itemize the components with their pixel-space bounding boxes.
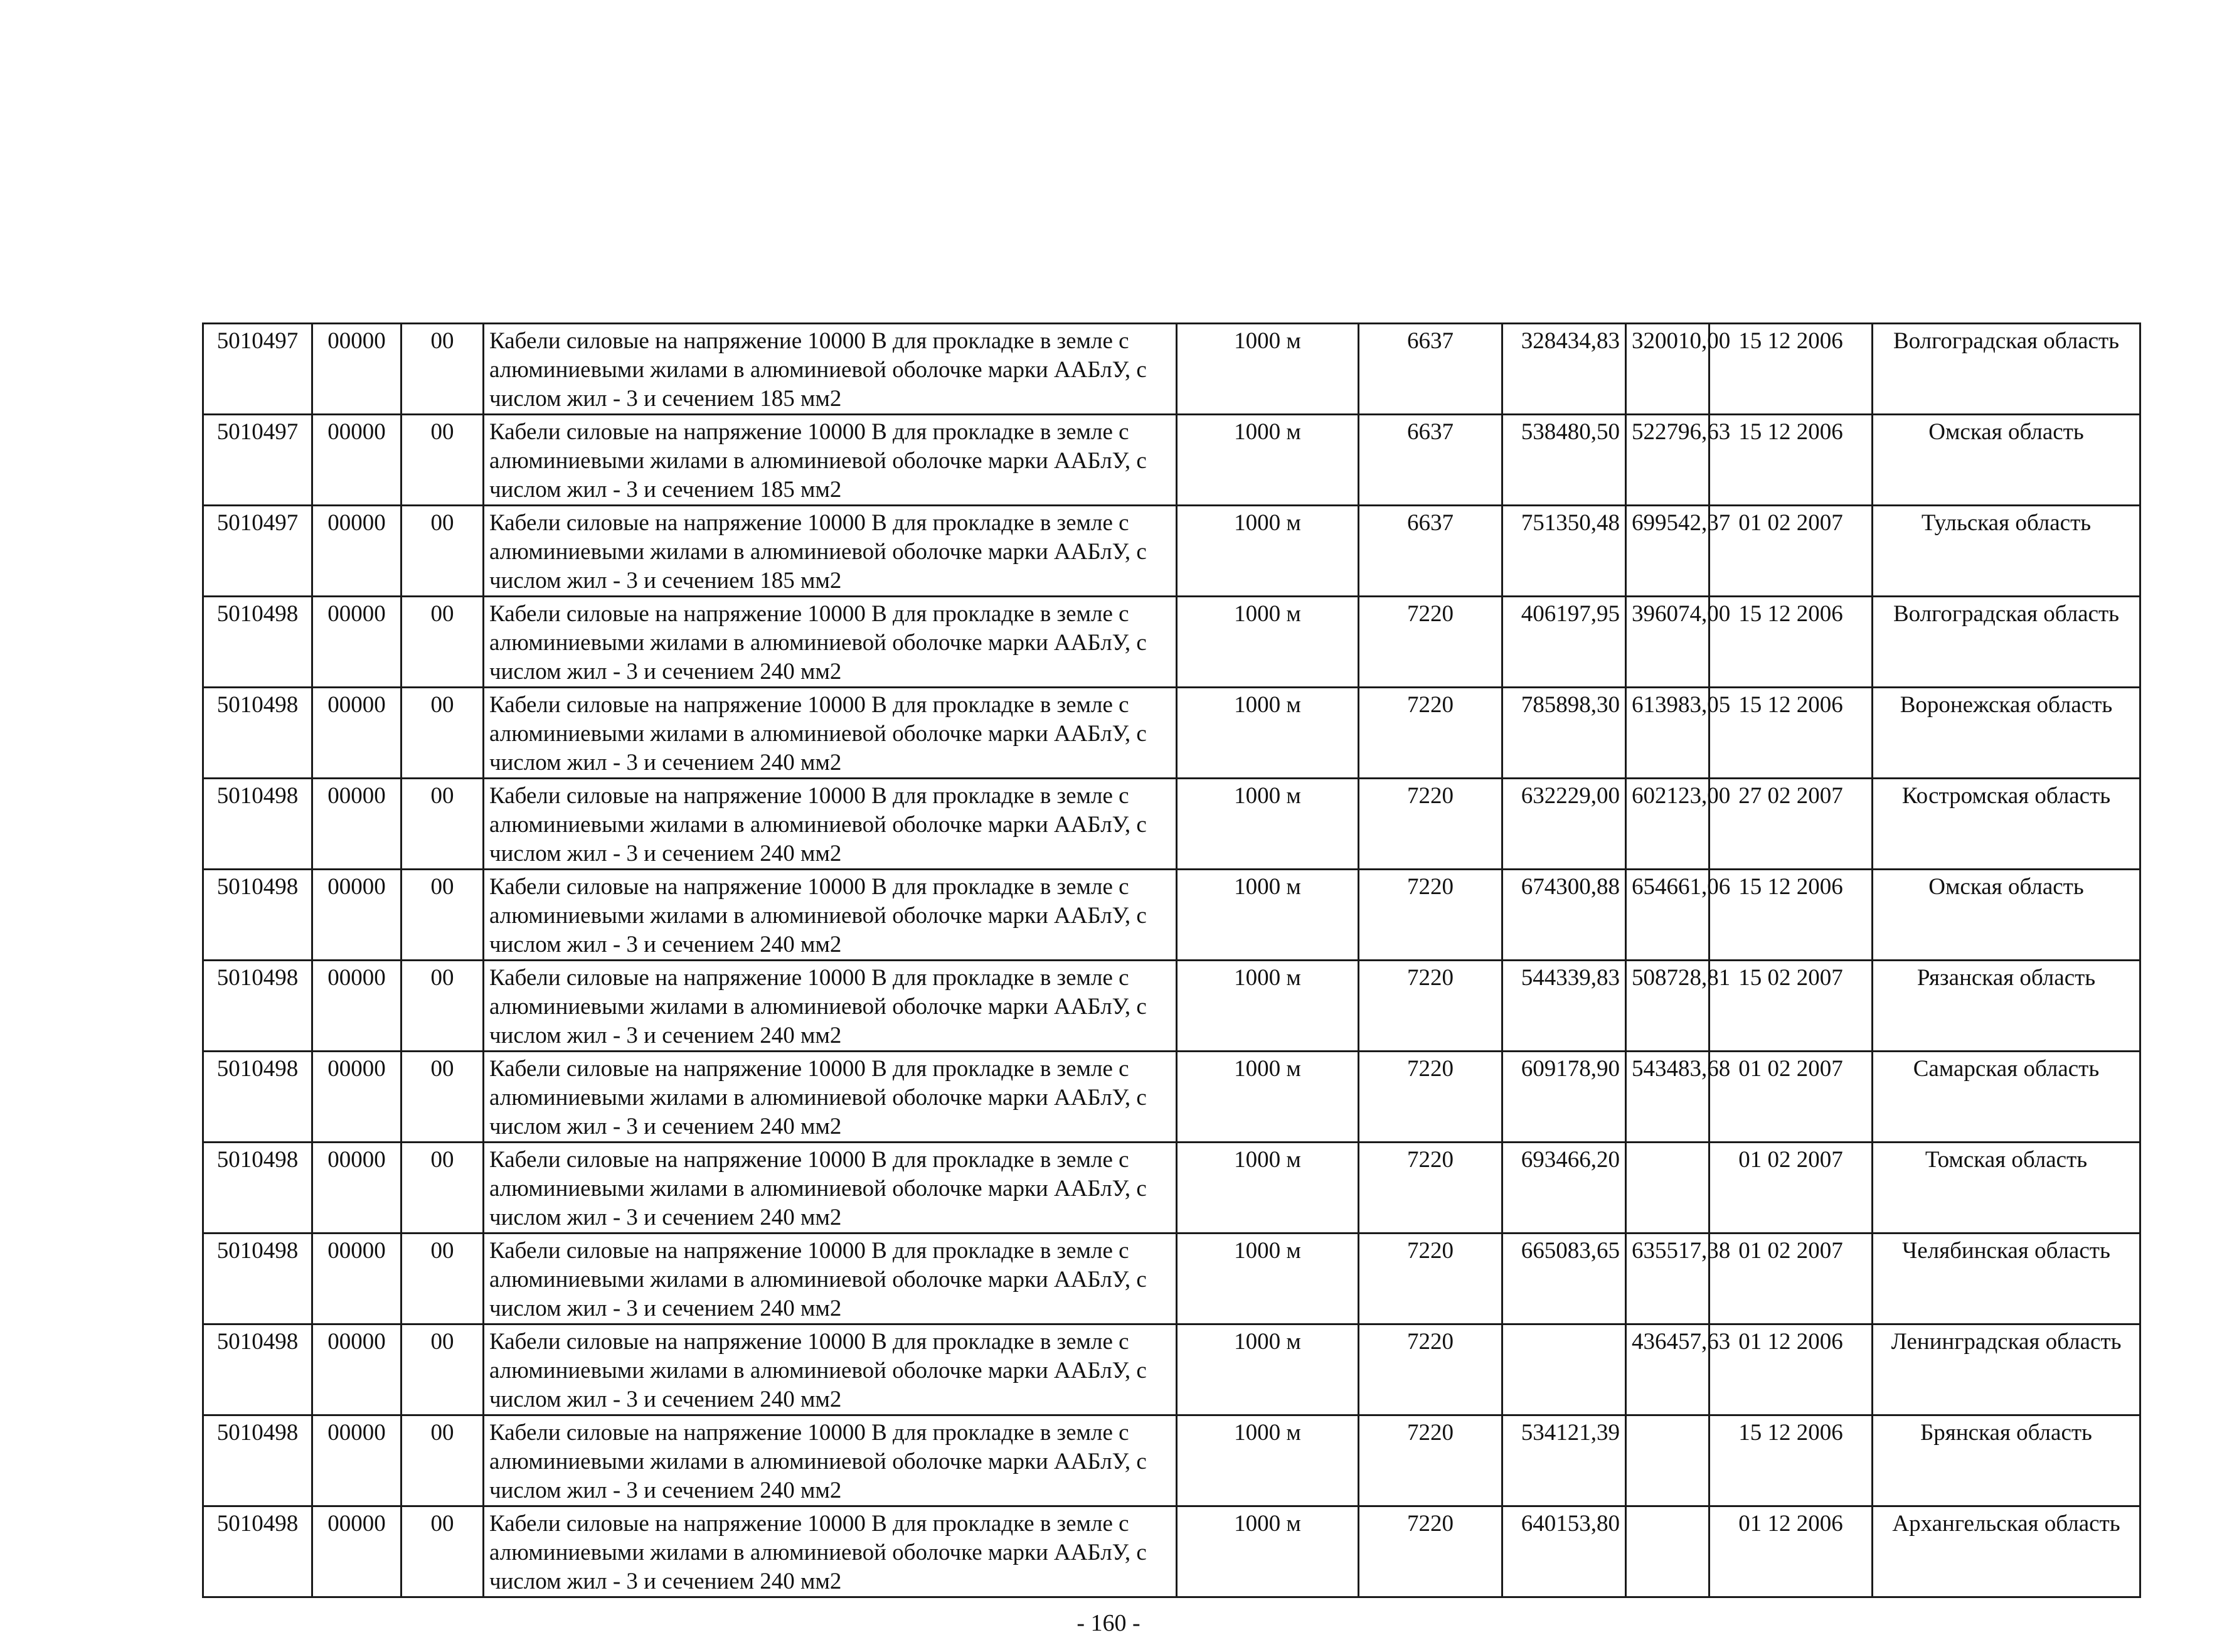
cell-region: Тульская область	[1873, 506, 2140, 597]
cell-unit: 1000 м	[1177, 1415, 1359, 1506]
page-number: - 160 -	[1077, 1610, 1140, 1636]
cell-unit: 1000 м	[1177, 324, 1359, 415]
cell-unit: 1000 м	[1177, 1506, 1359, 1597]
cell-price2: 396074,00	[1626, 597, 1709, 688]
cell-region: Ленинградская область	[1873, 1324, 2140, 1415]
cell-description: Кабели силовые на напряжение 10000 В для прокладке в земле с алюминиевыми жилами в алюминиевой оболочке марки ААБлУ, с числом жил - 3 и сечением 240 мм2	[484, 1143, 1177, 1234]
cell-price2: 320010,00	[1626, 324, 1709, 415]
cell-code: 5010498	[203, 1234, 312, 1324]
price-table	[202, 322, 2141, 1598]
cell-price2: 508728,81	[1626, 961, 1709, 1052]
cell-region: Волгоградская область	[1873, 324, 2140, 415]
cell-sub1: 00000	[312, 688, 401, 779]
cell-sub2: 00	[401, 870, 484, 961]
cell-unit: 1000 м	[1177, 961, 1359, 1052]
cell-region: Томская область	[1873, 1143, 2140, 1234]
cell-sub2: 00	[401, 1506, 484, 1597]
cell-sub1: 00000	[312, 1415, 401, 1506]
cell-sub1: 00000	[312, 1324, 401, 1415]
cell-code: 5010497	[203, 415, 312, 506]
cell-unit: 1000 м	[1177, 415, 1359, 506]
cell-sub1: 00000	[312, 1052, 401, 1143]
cell-description: Кабели силовые на напряжение 10000 В для прокладке в земле с алюминиевыми жилами в алюминиевой оболочке марки ААБлУ, с числом жил - 3 и сечением 240 мм2	[484, 597, 1177, 688]
cell-price2	[1626, 1143, 1709, 1234]
table-row	[203, 688, 2140, 779]
cell-region: Брянская область	[1873, 1415, 2140, 1506]
cell-unit-code: 7220	[1359, 1234, 1502, 1324]
cell-description: Кабели силовые на напряжение 10000 В для прокладке в земле с алюминиевыми жилами в алюминиевой оболочке марки ААБлУ, с числом жил - 3 и сечением 240 мм2	[484, 1234, 1177, 1324]
cell-unit-code: 7220	[1359, 1324, 1502, 1415]
table-row	[203, 1415, 2140, 1506]
cell-date: 01 02 2007	[1709, 1143, 1873, 1234]
cell-unit-code: 7220	[1359, 779, 1502, 870]
cell-sub2: 00	[401, 1143, 484, 1234]
cell-sub1: 00000	[312, 597, 401, 688]
cell-sub1: 00000	[312, 506, 401, 597]
cell-code: 5010498	[203, 1506, 312, 1597]
cell-unit: 1000 м	[1177, 870, 1359, 961]
cell-sub2: 00	[401, 779, 484, 870]
cell-price1: 640153,80	[1502, 1506, 1626, 1597]
cell-price1	[1502, 1324, 1626, 1415]
cell-unit: 1000 м	[1177, 1052, 1359, 1143]
cell-sub1: 00000	[312, 415, 401, 506]
cell-price1: 751350,48	[1502, 506, 1626, 597]
cell-price1: 538480,50	[1502, 415, 1626, 506]
table-row	[203, 1324, 2140, 1415]
table-row	[203, 415, 2140, 506]
cell-code: 5010498	[203, 1324, 312, 1415]
cell-date: 15 12 2006	[1709, 415, 1873, 506]
cell-price2: 654661,06	[1626, 870, 1709, 961]
cell-description: Кабели силовые на напряжение 10000 В для прокладке в земле с алюминиевыми жилами в алюминиевой оболочке марки ААБлУ, с числом жил - 3 и сечением 240 мм2	[484, 961, 1177, 1052]
table-row	[203, 506, 2140, 597]
cell-unit-code: 7220	[1359, 961, 1502, 1052]
cell-description: Кабели силовые на напряжение 10000 В для прокладке в земле с алюминиевыми жилами в алюминиевой оболочке марки ААБлУ, с числом жил - 3 и сечением 240 мм2	[484, 1506, 1177, 1597]
cell-sub1: 00000	[312, 1143, 401, 1234]
cell-unit: 1000 м	[1177, 688, 1359, 779]
cell-price2: 543483,68	[1626, 1052, 1709, 1143]
cell-price1: 674300,88	[1502, 870, 1626, 961]
cell-description: Кабели силовые на напряжение 10000 В для прокладке в земле с алюминиевыми жилами в алюминиевой оболочке марки ААБлУ, с числом жил - 3 и сечением 185 мм2	[484, 324, 1177, 415]
cell-unit-code: 7220	[1359, 1143, 1502, 1234]
cell-sub2: 00	[401, 1234, 484, 1324]
cell-unit-code: 7220	[1359, 1415, 1502, 1506]
cell-price1: 534121,39	[1502, 1415, 1626, 1506]
cell-unit-code: 7220	[1359, 688, 1502, 779]
cell-price1: 665083,65	[1502, 1234, 1626, 1324]
cell-region: Челябинская область	[1873, 1234, 2140, 1324]
cell-unit: 1000 м	[1177, 506, 1359, 597]
table-row	[203, 961, 2140, 1052]
cell-code: 5010498	[203, 1415, 312, 1506]
table-row	[203, 1234, 2140, 1324]
cell-region: Костромская область	[1873, 779, 2140, 870]
cell-unit-code: 6637	[1359, 506, 1502, 597]
cell-unit: 1000 м	[1177, 1234, 1359, 1324]
cell-unit-code: 7220	[1359, 1506, 1502, 1597]
cell-sub2: 00	[401, 415, 484, 506]
cell-sub2: 00	[401, 324, 484, 415]
cell-date: 15 02 2007	[1709, 961, 1873, 1052]
table-row	[203, 597, 2140, 688]
cell-price1: 693466,20	[1502, 1143, 1626, 1234]
cell-description: Кабели силовые на напряжение 10000 В для прокладке в земле с алюминиевыми жилами в алюминиевой оболочке марки ААБлУ, с числом жил - 3 и сечением 240 мм2	[484, 779, 1177, 870]
cell-sub1: 00000	[312, 1234, 401, 1324]
cell-unit-code: 6637	[1359, 324, 1502, 415]
cell-price1: 544339,83	[1502, 961, 1626, 1052]
cell-date: 27 02 2007	[1709, 779, 1873, 870]
cell-unit: 1000 м	[1177, 779, 1359, 870]
cell-description: Кабели силовые на напряжение 10000 В для прокладке в земле с алюминиевыми жилами в алюминиевой оболочке марки ААБлУ, с числом жил - 3 и сечением 240 мм2	[484, 1052, 1177, 1143]
cell-sub1: 00000	[312, 870, 401, 961]
cell-price2: 613983,05	[1626, 688, 1709, 779]
cell-price2: 602123,00	[1626, 779, 1709, 870]
table-row	[203, 1143, 2140, 1234]
cell-description: Кабели силовые на напряжение 10000 В для прокладке в земле с алюминиевыми жилами в алюминиевой оболочке марки ААБлУ, с числом жил - 3 и сечением 240 мм2	[484, 1415, 1177, 1506]
cell-sub2: 00	[401, 688, 484, 779]
cell-sub2: 00	[401, 597, 484, 688]
cell-sub2: 00	[401, 506, 484, 597]
cell-code: 5010498	[203, 688, 312, 779]
cell-region: Волгоградская область	[1873, 597, 2140, 688]
cell-date: 01 02 2007	[1709, 1052, 1873, 1143]
cell-code: 5010498	[203, 961, 312, 1052]
cell-unit: 1000 м	[1177, 597, 1359, 688]
cell-region: Рязанская область	[1873, 961, 2140, 1052]
cell-unit-code: 7220	[1359, 1052, 1502, 1143]
cell-date: 01 02 2007	[1709, 506, 1873, 597]
cell-unit-code: 7220	[1359, 870, 1502, 961]
cell-code: 5010497	[203, 506, 312, 597]
cell-description: Кабели силовые на напряжение 10000 В для прокладке в земле с алюминиевыми жилами в алюминиевой оболочке марки ААБлУ, с числом жил - 3 и сечением 240 мм2	[484, 1324, 1177, 1415]
cell-sub2: 00	[401, 961, 484, 1052]
cell-unit-code: 7220	[1359, 597, 1502, 688]
cell-price2: 522796,63	[1626, 415, 1709, 506]
cell-price2: 699542,37	[1626, 506, 1709, 597]
cell-description: Кабели силовые на напряжение 10000 В для прокладке в земле с алюминиевыми жилами в алюминиевой оболочке марки ААБлУ, с числом жил - 3 и сечением 240 мм2	[484, 688, 1177, 779]
cell-description: Кабели силовые на напряжение 10000 В для прокладке в земле с алюминиевыми жилами в алюминиевой оболочке марки ААБлУ, с числом жил - 3 и сечением 185 мм2	[484, 506, 1177, 597]
cell-price2: 436457,63	[1626, 1324, 1709, 1415]
cell-price2: 635517,38	[1626, 1234, 1709, 1324]
cell-sub1: 00000	[312, 961, 401, 1052]
table-row	[203, 1506, 2140, 1597]
cell-date: 15 12 2006	[1709, 324, 1873, 415]
cell-region: Воронежская область	[1873, 688, 2140, 779]
cell-price2	[1626, 1506, 1709, 1597]
cell-unit-code: 6637	[1359, 415, 1502, 506]
cell-price1: 406197,95	[1502, 597, 1626, 688]
cell-price2	[1626, 1415, 1709, 1506]
cell-date: 15 12 2006	[1709, 597, 1873, 688]
cell-date: 01 12 2006	[1709, 1506, 1873, 1597]
cell-sub2: 00	[401, 1052, 484, 1143]
cell-price1: 328434,83	[1502, 324, 1626, 415]
cell-sub2: 00	[401, 1324, 484, 1415]
cell-sub1: 00000	[312, 324, 401, 415]
cell-price1: 632229,00	[1502, 779, 1626, 870]
table-row	[203, 779, 2140, 870]
cell-sub1: 00000	[312, 779, 401, 870]
cell-sub1: 00000	[312, 1506, 401, 1597]
table-row	[203, 1052, 2140, 1143]
cell-code: 5010498	[203, 597, 312, 688]
cell-region: Омская область	[1873, 415, 2140, 506]
cell-code: 5010497	[203, 324, 312, 415]
table-row	[203, 870, 2140, 961]
table-body	[203, 324, 2140, 1597]
cell-date: 15 12 2006	[1709, 870, 1873, 961]
cell-date: 01 02 2007	[1709, 1234, 1873, 1324]
cell-description: Кабели силовые на напряжение 10000 В для прокладке в земле с алюминиевыми жилами в алюминиевой оболочке марки ААБлУ, с числом жил - 3 и сечением 185 мм2	[484, 415, 1177, 506]
cell-date: 15 12 2006	[1709, 1415, 1873, 1506]
table-row	[203, 324, 2140, 415]
cell-code: 5010498	[203, 1143, 312, 1234]
cell-region: Архангельская область	[1873, 1506, 2140, 1597]
cell-date: 15 12 2006	[1709, 688, 1873, 779]
cell-region: Омская область	[1873, 870, 2140, 961]
cell-price1: 785898,30	[1502, 688, 1626, 779]
cell-sub2: 00	[401, 1415, 484, 1506]
cell-description: Кабели силовые на напряжение 10000 В для прокладке в земле с алюминиевыми жилами в алюминиевой оболочке марки ААБлУ, с числом жил - 3 и сечением 240 мм2	[484, 870, 1177, 961]
cell-unit: 1000 м	[1177, 1324, 1359, 1415]
cell-price1: 609178,90	[1502, 1052, 1626, 1143]
cell-unit: 1000 м	[1177, 1143, 1359, 1234]
cell-code: 5010498	[203, 779, 312, 870]
cell-code: 5010498	[203, 1052, 312, 1143]
cell-code: 5010498	[203, 870, 312, 961]
cell-date: 01 12 2006	[1709, 1324, 1873, 1415]
cell-region: Самарская область	[1873, 1052, 2140, 1143]
